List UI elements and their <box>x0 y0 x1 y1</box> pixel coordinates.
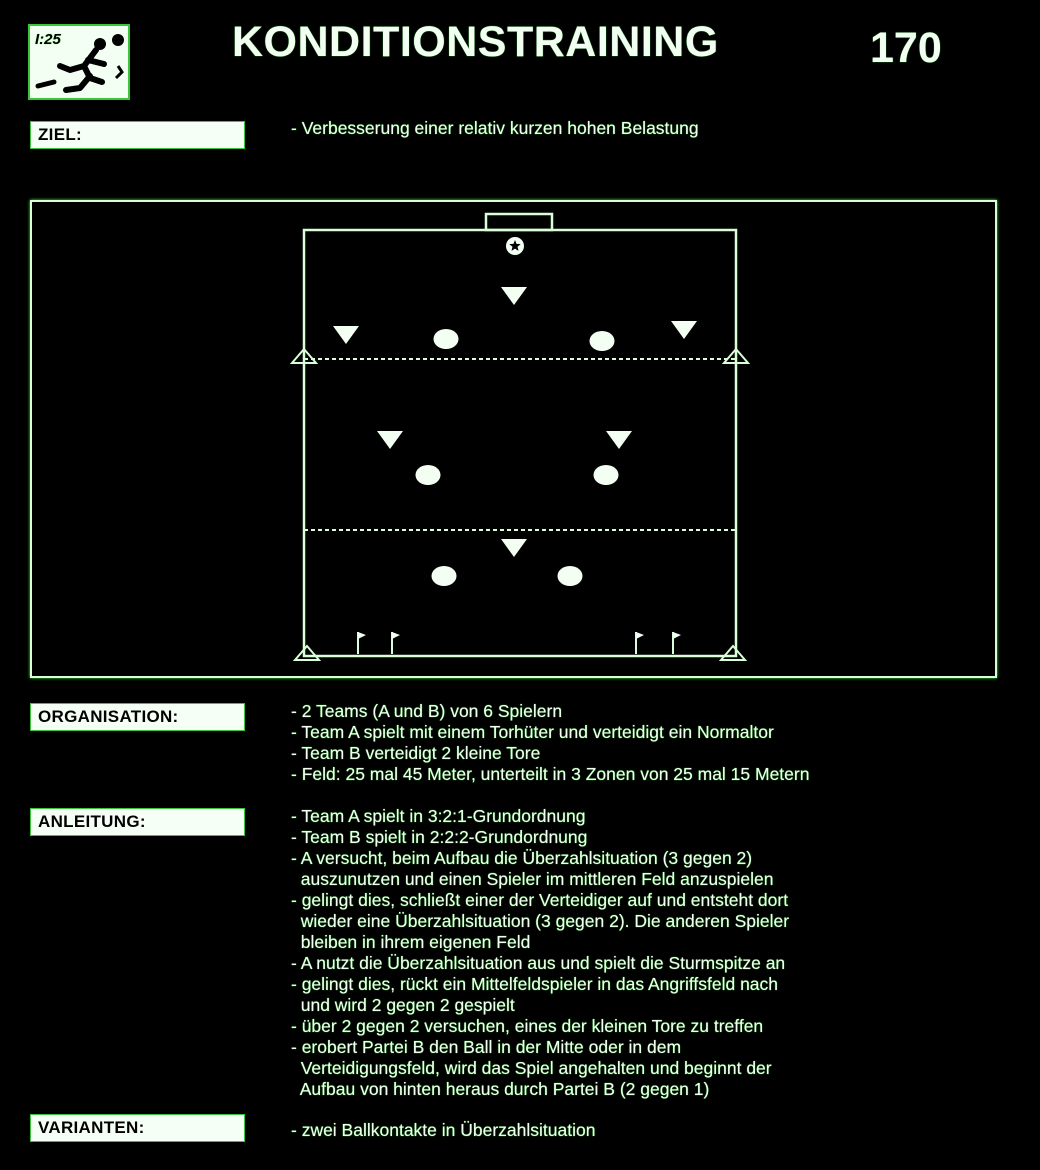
runner-logo-icon <box>30 26 128 98</box>
team-b-player <box>590 331 615 351</box>
organisation-line: - 2 Teams (A und B) von 6 Spielern <box>291 701 563 721</box>
team-b-player <box>594 465 619 485</box>
field-diagram <box>32 202 995 676</box>
anleitung-line: - A versucht, beim Aufbau die Überzahlsituation (3 gegen 2) <box>291 848 753 868</box>
team-b-player <box>416 465 441 485</box>
small-goal-flag <box>392 632 400 639</box>
anleitung-line: - A nutzt die Überzahlsituation aus und spielt die Sturmspitze an <box>291 953 786 973</box>
anleitung-line: - gelingt dies, schließt einer der Verteidiger auf und entsteht dort <box>291 890 789 910</box>
anleitung-line: wieder eine Überzahlsituation (3 gegen 2). Die anderen Spieler <box>291 911 790 931</box>
team-a-player <box>501 287 527 305</box>
team-a-player <box>377 431 403 449</box>
ziel-text <box>291 118 699 139</box>
organisation-line: - Team A spielt mit einem Torhüter und verteidigt ein Normaltor <box>291 722 774 742</box>
anleitung-line: Verteidigungsfeld, wird das Spiel angehalten und beginnt der <box>291 1058 772 1078</box>
anleitung-line: und wird 2 gegen 2 gespielt <box>291 995 515 1015</box>
cone-marker <box>295 646 319 660</box>
organisation-text <box>291 701 809 785</box>
logo-text: I:25 <box>35 31 61 48</box>
team-a-player <box>333 326 359 344</box>
training-field-diagram <box>30 200 997 678</box>
small-goal-flag <box>673 632 681 639</box>
varianten-line: - zwei Ballkontakte in Überzahlsituation <box>291 1120 596 1140</box>
anleitung-text <box>291 806 789 1100</box>
anleitung-line: bleiben in ihrem eigenen Feld <box>291 932 531 952</box>
page-title: KONDITIONSTRAINING <box>232 18 719 66</box>
anleitung-line: - Team A spielt in 3:2:1-Grundordnung <box>291 806 586 826</box>
sheet-number: 170 <box>870 24 942 72</box>
team-b-player <box>558 566 583 586</box>
organisation-line: - Team B verteidigt 2 kleine Tore <box>291 743 541 763</box>
varianten-label: VARIANTEN: <box>31 1115 244 1141</box>
cone-marker <box>721 646 745 660</box>
small-goal-flag <box>358 632 366 639</box>
team-a-player <box>606 431 632 449</box>
small-goal-flag <box>636 632 644 639</box>
organisation-line: - Feld: 25 mal 45 Meter, unterteilt in 3 Zonen von 25 mal 15 Metern <box>291 764 810 784</box>
varianten-text <box>291 1120 595 1141</box>
team-b-player <box>432 566 457 586</box>
team-a-player <box>671 321 697 339</box>
anleitung-line: auszunutzen und einen Spieler im mittleren Feld anzuspielen <box>291 869 774 889</box>
ziel-label: ZIEL: <box>31 122 244 148</box>
anleitung-line: Aufbau von hinten heraus durch Partei B (2 gegen 1) <box>291 1079 710 1099</box>
logo <box>30 26 128 98</box>
anleitung-line: - erobert Partei B den Ball in der Mitte oder in dem <box>291 1037 682 1057</box>
team-a-player <box>501 539 527 557</box>
normal-goal <box>486 214 552 230</box>
organisation-label: ORGANISATION: <box>31 704 244 730</box>
anleitung-line: - gelingt dies, rückt ein Mittelfeldspieler in das Angriffsfeld nach <box>291 974 779 994</box>
ziel-line: - Verbesserung einer relativ kurzen hohen Belastung <box>291 118 699 138</box>
team-b-player <box>434 329 459 349</box>
anleitung-line: - Team B spielt in 2:2:2-Grundordnung <box>291 827 588 847</box>
anleitung-label: ANLEITUNG: <box>31 809 244 835</box>
anleitung-line: - über 2 gegen 2 versuchen, eines der kleinen Tore zu treffen <box>291 1016 764 1036</box>
